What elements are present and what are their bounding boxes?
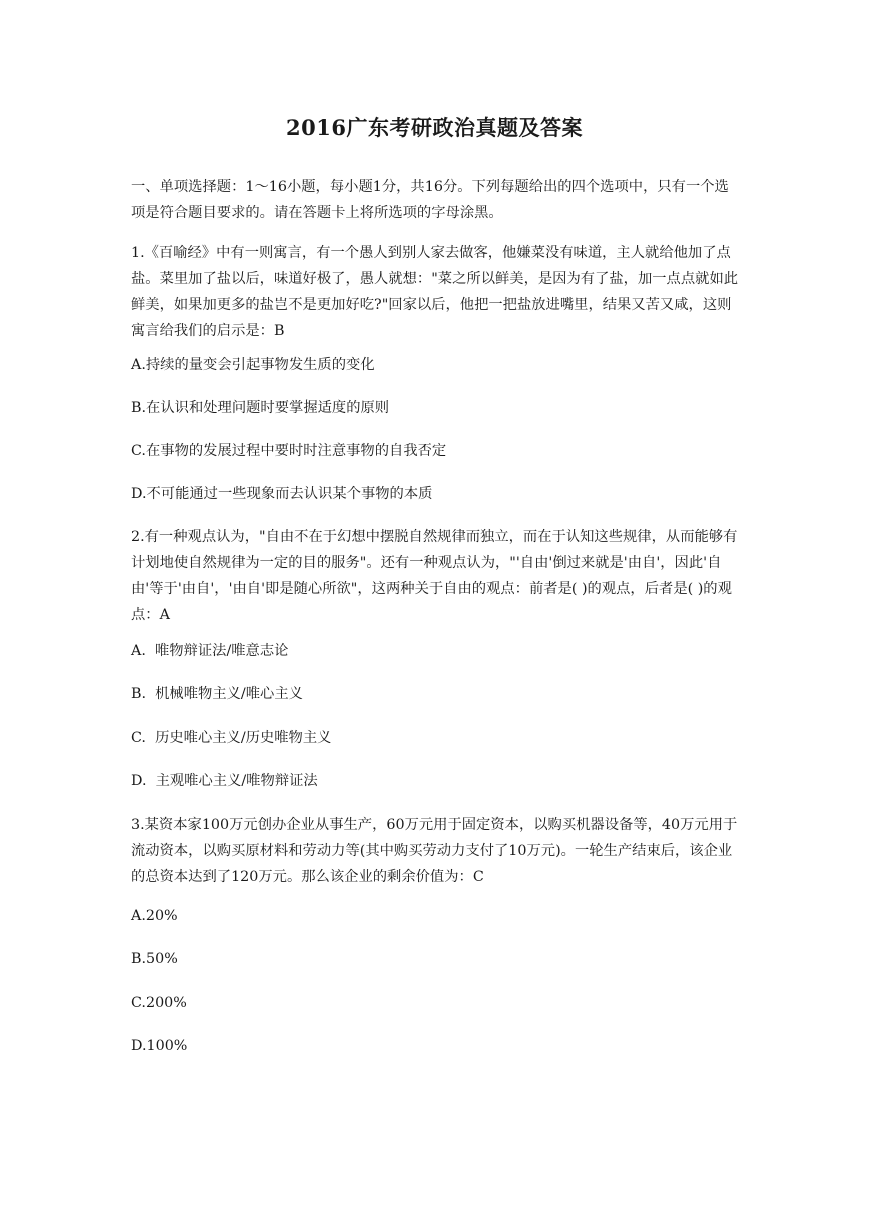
question-3-stem: 3.某资本家100万元创办企业从事生产，60万元用于固定资本，以购买机器设备等，40万元用于流动资本，以购买原材料和劳动力等(其中购买劳动力支付了10万元)。一轮生产结束后，该企业的总资本达到了120万元。那么该企业的剩余价值为：C (131, 817, 738, 885)
question-2-option-a: A. 唯物辩证法/唯意志论 (131, 643, 289, 659)
question-1-option-d: D.不可能通过一些现象而去认识某个事物的本质 (131, 486, 433, 502)
question-3-option-a: A.20% (131, 908, 178, 924)
document-title: 2016广东考研政治真题及答案 (286, 115, 583, 140)
question-2-stem: 2.有一种观点认为，"自由不在于幻想中摆脱自然规律而独立，而在于认知这些规律，从而能够有计划地使自然规律为一定的目的服务"。还有一种观点认为，"'自由'倒过来就是'由自'，因此'自由'等于'由自'，'由自'即是随心所欲"，这两种关于自由的观点：前者是( )的观点，后者是( )的观点：A (131, 529, 738, 623)
question-2-option-c: C. 历史唯心主义/历史唯物主义 (131, 730, 332, 746)
question-2-option-b: B. 机械唯物主义/唯心主义 (131, 686, 303, 702)
question-1-option-a: A.持续的量变会引起事物发生质的变化 (131, 357, 375, 373)
question-1-option-b: B.在认识和处理问题时要掌握适度的原则 (131, 400, 390, 416)
question-1-stem: 1.《百喻经》中有一则寓言，有一个愚人到别人家去做客，他嫌菜没有味道，主人就给他加了点盐。菜里加了盐以后，味道好极了，愚人就想："菜之所以鲜美，是因为有了盐，加一点点就如此鲜美，如果加更多的盐岂不是更加好吃?"回家以后，他把一把盐放进嘴里，结果又苦又咸，这则寓言给我们的启示是：B (131, 245, 739, 339)
question-3-option-c: C.200% (131, 995, 187, 1011)
question-1-option-c: C.在事物的发展过程中要时时注意事物的自我否定 (131, 443, 447, 459)
section-intro: 一、单项选择题：1～16小题，每小题1分，共16分。下列每题给出的四个选项中，只有一个选项是符合题目要求的。请在答题卡上将所选项的字母涂黑。 (131, 179, 729, 221)
question-2-option-d: D. 主观唯心主义/唯物辩证法 (131, 773, 318, 789)
question-3-option-b: B.50% (131, 951, 178, 967)
question-3-option-d: D.100% (131, 1038, 188, 1054)
